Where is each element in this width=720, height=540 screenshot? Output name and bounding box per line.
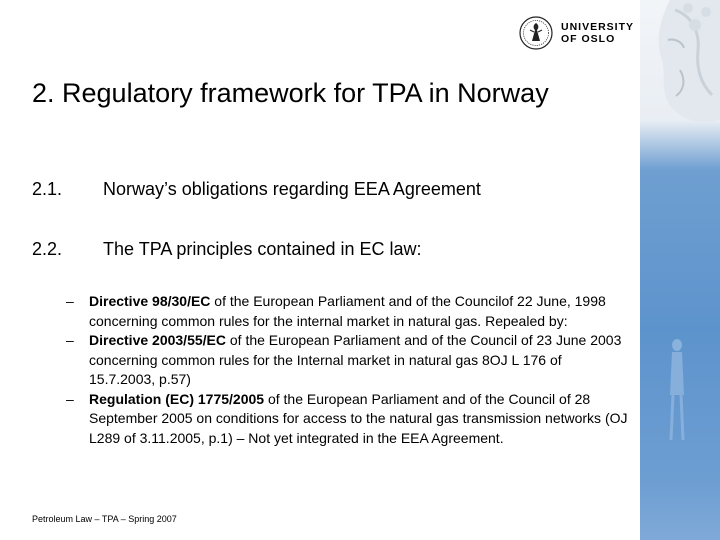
item-text: of the European Parliament and of the Council of 28 September 2005 on conditions for access to the natural gas transmission networks (OJ L289 of 3.11.2005, p.1) – Not yet integrated in the EEA Agreement. bbox=[89, 390, 628, 446]
list-item bbox=[66, 292, 628, 331]
list-dash: – bbox=[66, 390, 74, 407]
item-text: of the European Parliament and of the Councilof 22 June, 1998 concerning common rules for the internal market in natural gas. Repealed by: bbox=[89, 293, 606, 329]
logo-line-2: OF OSLO bbox=[561, 33, 616, 45]
list-dash: – bbox=[66, 293, 74, 309]
university-seal-icon bbox=[519, 16, 553, 50]
list-item bbox=[66, 390, 628, 449]
item-bold-ref: Regulation (EC) 1775/2005 bbox=[89, 390, 265, 407]
statue-figure-icon bbox=[640, 300, 720, 460]
section-number: 2.1. bbox=[32, 179, 63, 199]
list-item bbox=[66, 331, 628, 390]
item-bold-ref: Directive 98/30/EC bbox=[89, 293, 211, 309]
university-logo bbox=[519, 16, 634, 50]
sculpture-head-icon bbox=[640, 0, 720, 150]
item-bold-ref: Directive 2003/55/EC bbox=[89, 332, 226, 348]
section-text: Norway’s obligations regarding EEA Agreement bbox=[103, 179, 481, 199]
logo-line-1: UNIVERSITY bbox=[561, 21, 635, 33]
list-dash: – bbox=[66, 332, 74, 348]
section-2-1 bbox=[32, 179, 481, 200]
sub-list bbox=[66, 292, 628, 448]
section-text: The TPA principles contained in EC law: bbox=[103, 239, 422, 259]
slide-title: 2. Regulatory framework for TPA in Norway bbox=[32, 78, 549, 108]
section-number: 2.2. bbox=[32, 239, 63, 259]
item-text: of the European Parliament and of the Council of 23 June 2003 concerning common rules for the Internal market in natural gas 8OJ L 176 of 15.7.2003, p.57) bbox=[89, 332, 622, 387]
section-2-2 bbox=[32, 239, 422, 260]
decorative-side-strip bbox=[640, 0, 720, 540]
slide-footer: Petroleum Law – TPA – Spring 2007 bbox=[32, 514, 177, 524]
